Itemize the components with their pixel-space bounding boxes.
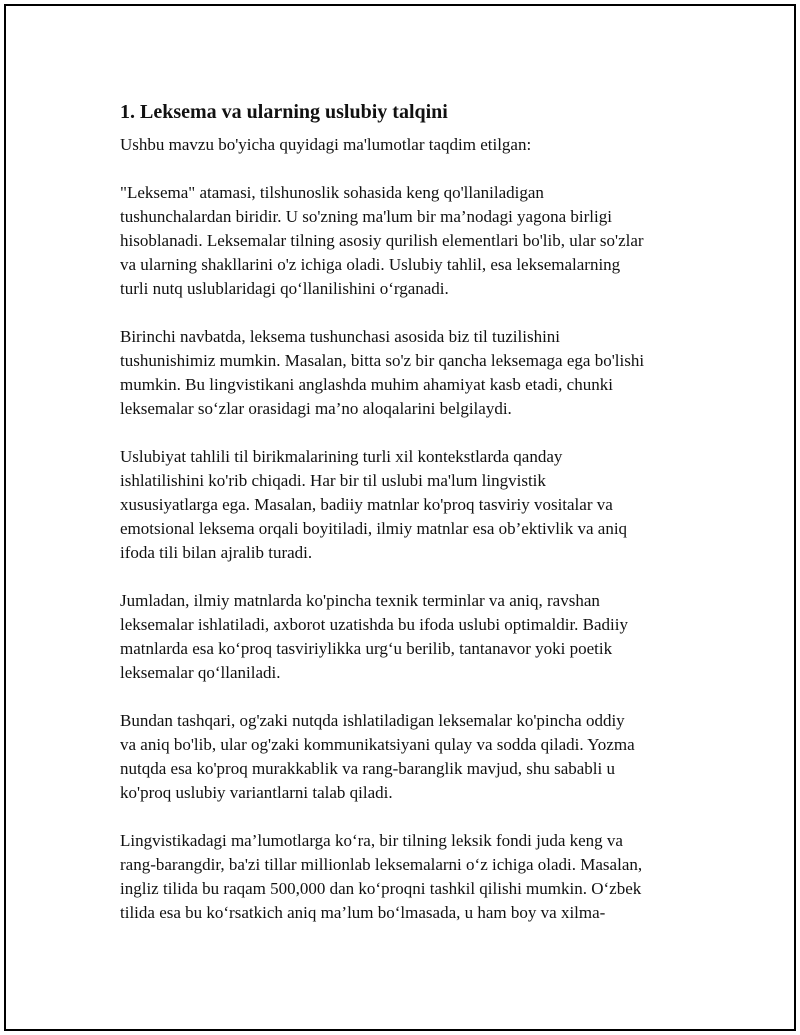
text-line: va aniq bo'lib, ular og'zaki kommunikatsiyani qulay va sodda qiladi. Yozma	[120, 735, 635, 754]
text-line: ingliz tilida bu raqam 500,000 dan ko‘proqni tashkil qilishi mumkin. O‘zbek	[120, 879, 642, 898]
text-line: nutqda esa ko'proq murakkablik va rang-baranglik mavjud, shu sababli u	[120, 759, 615, 778]
text-line: matnlarda esa ko‘proq tasviriylikka urg‘u berilib, tantanavor yoki poetik	[120, 639, 613, 658]
text-line: emotsional leksema orqali boyitiladi, ilmiy matnlar esa ob’ektivlik va aniq	[120, 519, 628, 538]
document-title: 1. Leksema va ularning uslubiy talqini	[120, 101, 448, 123]
body-paragraph	[120, 445, 700, 565]
body-paragraph	[120, 181, 700, 301]
text-line: Jumladan, ilmiy matnlarda ko'pincha texnik terminlar va aniq, ravshan	[120, 591, 600, 610]
body-paragraph	[120, 589, 700, 685]
document-body	[120, 99, 700, 949]
text-line: "Leksema" atamasi, tilshunoslik sohasida keng qo'llaniladigan	[120, 183, 544, 202]
body-paragraph	[120, 829, 700, 925]
text-line: tilida esa bu ko‘rsatkich aniq ma’lum bo‘lmasada, u ham boy va xilma-	[120, 903, 606, 922]
text-line: leksemalar so‘zlar orasidagi ma’no aloqalarini belgilaydi.	[120, 399, 512, 418]
intro-paragraph: Ushbu mavzu bo'yicha quyidagi ma'lumotlar taqdim etilgan:	[120, 135, 532, 154]
page-frame	[4, 4, 796, 1031]
text-line: tushunchalardan biridir. U so'zning ma'lum bir ma’nodagi yagona birligi	[120, 207, 612, 226]
text-line: ifoda tili bilan ajralib turadi.	[120, 543, 313, 562]
text-line: mumkin. Bu lingvistikani anglashda muhim ahamiyat kasb etadi, chunki	[120, 375, 613, 394]
text-line: ko'proq uslubiy variantlarni talab qiladi.	[120, 783, 393, 802]
text-line: Birinchi navbatda, leksema tushunchasi asosida biz til tuzilishini	[120, 327, 561, 346]
text-line: Uslubiyat tahlili til birikmalarining turli xil kontekstlarda qanday	[120, 447, 563, 466]
text-line: ishlatilishini ko'rib chiqadi. Har bir til uslubi ma'lum lingvistik	[120, 471, 546, 490]
text-line: tushunishimiz mumkin. Masalan, bitta so'z bir qancha leksemaga ega bo'lishi	[120, 351, 645, 370]
text-line: xususiyatlarga ega. Masalan, badiiy matnlar ko'proq tasviriy vositalar va	[120, 495, 613, 514]
text-line: leksemalar qo‘llaniladi.	[120, 663, 281, 682]
text-line: va ularning shakllarini o'z ichiga oladi. Uslubiy tahlil, esa leksemalarning	[120, 255, 621, 274]
paragraph-list	[120, 181, 700, 925]
body-paragraph	[120, 325, 700, 421]
body-paragraph	[120, 709, 700, 805]
text-line: hisoblanadi. Leksemalar tilning asosiy qurilish elementlari bo'lib, ular so'zlar	[120, 231, 644, 250]
text-line: rang-barangdir, ba'zi tillar millionlab leksemalarni o‘z ichiga oladi. Masalan,	[120, 855, 643, 874]
text-line: leksemalar ishlatiladi, axborot uzatishda bu ifoda uslubi optimaldir. Badiiy	[120, 615, 629, 634]
text-line: Lingvistikadagi ma’lumotlarga ko‘ra, bir tilning leksik fondi juda keng va	[120, 831, 623, 850]
text-line: Bundan tashqari, og'zaki nutqda ishlatiladigan leksemalar ko'pincha oddiy	[120, 711, 625, 730]
text-line: turli nutq uslublaridagi qo‘llanilishini o‘rganadi.	[120, 279, 449, 298]
